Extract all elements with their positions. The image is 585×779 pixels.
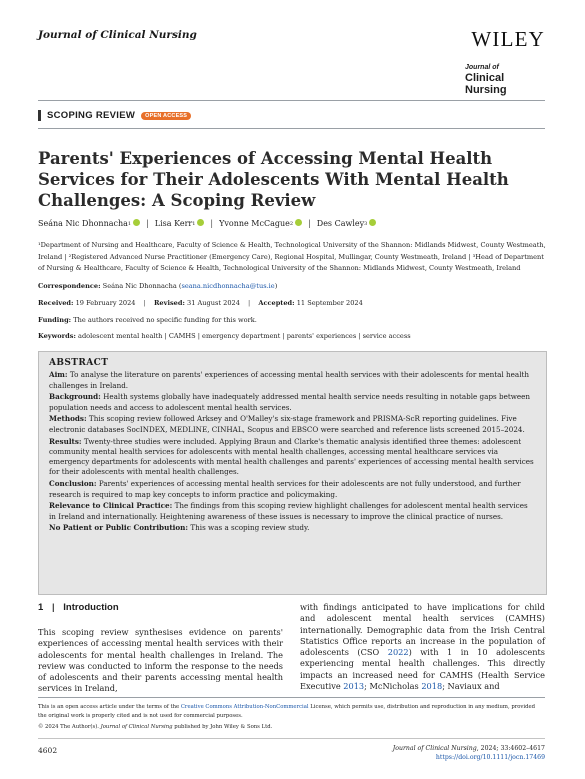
doi-link[interactable]: https://doi.org/10.1111/jocn.17469 (435, 754, 545, 761)
journal-logo (465, 64, 545, 96)
revised-label: Revised: (153, 299, 185, 307)
abstract-heading: ABSTRACT (49, 358, 109, 368)
abstract-label: Aim: (49, 370, 68, 380)
affiliations: ¹Department of Nursing and Healthcare, Faculty of Science & Health, Technological University of the Shannon: Midlands Midwest, County Westmeath, Ireland | ²Registered Advanced Nurse Practitioner (Emergency Care), Regional Hospital, Mullingar, County Westmeath, Ireland | ³Head of Department of Nursing & Healthcare, Faculty of Science & Health, Technological University of the Shannon: Midlands Midwest, County Westmeath, Ireland (38, 241, 546, 272)
separator: | (210, 219, 214, 228)
abstract-relevance (49, 501, 536, 522)
author-affiliation-sup: 3 (364, 220, 368, 227)
author-affiliation-sup: 2 (289, 220, 294, 227)
abstract-text: To analyse the literature on parents' experiences of accessing mental health services with their adolescents for mental health challenges in Ireland. (49, 370, 530, 390)
body-text: ) with 1 in 10 adolescents experiencing mental health challenges. This directly impacts an increased need for CAMHS (Health Service Executive (300, 647, 545, 692)
article-type-row (38, 110, 191, 121)
funding (38, 316, 257, 324)
accepted-label: Accepted: (258, 299, 295, 307)
abstract-label: Relevance to Clinical Practice: (49, 501, 173, 511)
keywords-text: adolescent mental health | CAMHS | emergency department | parents' experiences | service access (78, 332, 411, 340)
abstract-contribution (49, 523, 536, 533)
author-affiliation-sup: 1 (192, 220, 196, 227)
keywords-label: Keywords: (38, 332, 76, 340)
correspondence-label: Correspondence: (38, 282, 101, 290)
copyright (38, 723, 545, 732)
revised-date: 31 August 2024 (187, 299, 240, 307)
journal-name: Journal of Clinical Nursing (38, 29, 197, 41)
article-type-bar (38, 110, 41, 121)
article-type: SCOPING REVIEW (47, 110, 136, 121)
received-label: Received: (38, 299, 74, 307)
separator: | (143, 299, 146, 307)
publisher-logo: WILEY (471, 27, 545, 51)
funding-text: The authors received no specific funding for this work. (73, 316, 257, 324)
abstract-label: Methods: (49, 414, 87, 424)
abstract-conclusion (49, 479, 536, 500)
orcid-icon[interactable] (369, 219, 376, 226)
keywords (38, 332, 411, 340)
correspondence (38, 282, 277, 290)
orcid-icon[interactable] (295, 219, 302, 226)
copyright-part: © 2024 The Author(s). (38, 724, 101, 731)
separator: | (146, 219, 149, 228)
abstract-label: Conclusion: (49, 479, 97, 489)
abstract-background (49, 392, 536, 413)
abstract-text: This was a scoping review study. (190, 523, 310, 533)
funding-label: Funding: (38, 316, 72, 324)
abstract-text: The findings from this scoping review highlight challenges for adolescent mental health services in Ireland and internationally. Heightening awareness of these issues is necessary to improve the clinical practice of nurses. (49, 501, 528, 521)
article-title: Parents' Experiences of Accessing Mental Health Services for Their Adolescents With Mental Health Challenges: A Scoping Review (38, 149, 509, 210)
open-access-badge: OPEN ACCESS (141, 112, 191, 120)
abstract-text: Health systems globally have inadequately addressed mental health service needs resulting in notable gaps between population needs and access to adolescent mental health services. (49, 392, 531, 412)
license-note (38, 703, 545, 732)
citation-link[interactable]: 2022 (387, 647, 409, 658)
author-name[interactable]: Yvonne McCague (219, 219, 290, 228)
body-column-right (300, 602, 545, 692)
orcid-icon[interactable] (133, 219, 140, 226)
copyright-part: published by John Wiley & Sons Ltd. (172, 724, 273, 731)
received-date: 19 February 2024 (75, 299, 136, 307)
section-title: Introduction (63, 602, 119, 613)
author-affiliation-sup: 1 (127, 220, 132, 227)
abstract-label: No Patient or Public Contribution: (49, 523, 189, 533)
author-name[interactable]: Lisa Kerr (154, 219, 193, 228)
correspondence-close: ) (274, 282, 278, 290)
citation-details: , 2024; 33:4602–4617 (476, 745, 545, 752)
article-dates (38, 299, 363, 307)
author-name[interactable]: Seána Nic Dhonnacha (38, 219, 128, 228)
separator: | (248, 299, 251, 307)
divider (38, 697, 545, 698)
journal-logo-small: Journal of (465, 64, 499, 71)
body-text: ; Naviaux and (442, 681, 500, 692)
citation-link[interactable]: 2018 (421, 681, 443, 692)
license-text (38, 703, 545, 720)
abstract-label: Results: (49, 436, 82, 446)
abstract-box (38, 351, 547, 595)
abstract-aim (49, 370, 536, 391)
separator: | (308, 219, 311, 228)
license-text-part: License, which permits use, distribution and reproduction in any medium, provided the original work is properly cited and is not used for commercial purposes. (38, 704, 536, 719)
citation-footer (393, 744, 545, 762)
body-text: ; McNicholas (364, 681, 422, 692)
author-name[interactable]: Des Cawley (316, 219, 365, 228)
abstract-text: This scoping review followed Arksey and O'Malley's six-stage framework and PRISMA-ScR reporting guidelines. Five electronic databases SocINDEX, MEDLINE, CINHAL, Scopus and EBSCO were searched and reference lists screened 2015–2024. (49, 414, 525, 434)
author-list (38, 219, 376, 228)
abstract-methods (49, 414, 536, 435)
citation-line (393, 744, 545, 753)
citation-link[interactable]: 2013 (343, 681, 365, 692)
body-text: with findings anticipated to have implications for child and adolescent mental health services (CAMHS) internationally. Demographic data from the Irish Central Statistics Office reports an increase in the population of adolescents (CSO (300, 602, 545, 658)
license-text-part: This is an open access article under the terms of the (38, 704, 181, 710)
accepted-date: 11 September 2024 (296, 299, 363, 307)
correspondence-text: Seána Nic Dhonnacha ( (102, 282, 182, 290)
abstract-text: Parents' experiences of accessing mental health services for their adolescents are not fully understood, and further research is required to map key concepts to inform practice and policymaking. (49, 479, 521, 499)
divider (38, 100, 545, 101)
correspondence-email-link[interactable]: seana.nicdhonnacha@tus.ie (181, 282, 275, 290)
citation-journal: Journal of Clinical Nursing (392, 745, 477, 752)
body-column-left: This scoping review synthesises evidence on parents' experiences of accessing mental health services with their adolescents for mental health challenges in Ireland. The review was conducted to inform the response to the needs of adolescents and their parents accessing mental health services in Ireland, (38, 627, 283, 694)
page-number: 4602 (38, 746, 58, 755)
divider (38, 738, 545, 739)
abstract-text: Twenty-three studies were included. Applying Braun and Clarke's thematic analysis identified three themes: adolescent community mental health services for adolescents with mental health challenges, accessing mental healthcare services via emergency departments for adolescents with mental health challenges and parents' experiences of accessing mental health services for their adolescents with mental health challenges. (49, 436, 534, 477)
section-number: 1 (38, 602, 44, 613)
section-heading (38, 602, 119, 613)
divider (38, 128, 545, 129)
orcid-icon[interactable] (197, 219, 204, 226)
journal-logo-big: Clinical Nursing (465, 72, 507, 96)
abstract-label: Background: (49, 392, 101, 402)
abstract-results (49, 437, 536, 478)
copyright-journal: Journal of Clinical Nursing (100, 724, 173, 731)
license-link[interactable]: Creative Commons Attribution-NonCommercial (180, 704, 309, 710)
separator: | (51, 602, 55, 613)
